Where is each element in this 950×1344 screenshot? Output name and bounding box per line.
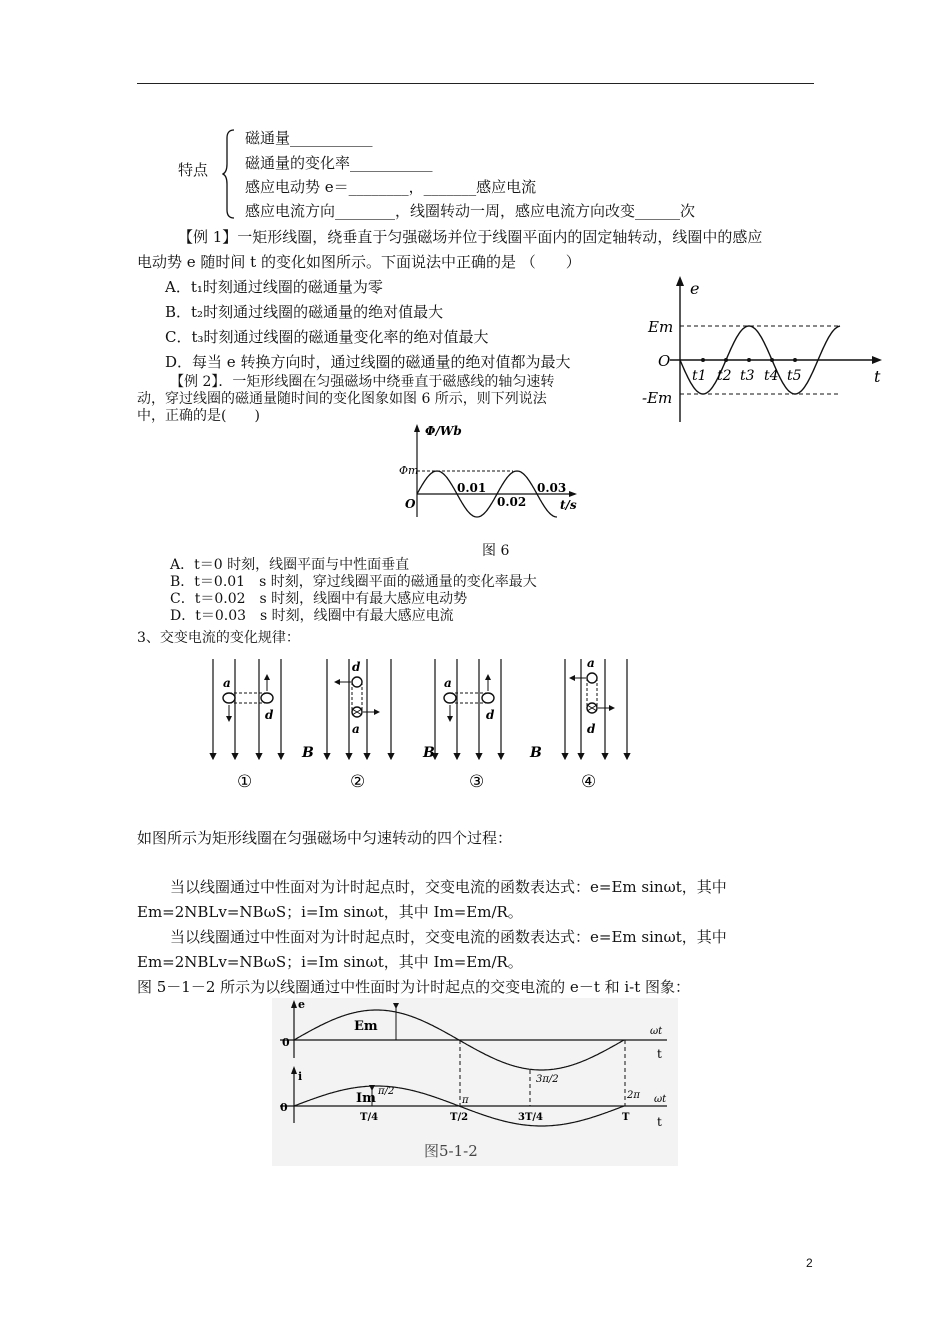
p3-a-label: a — [444, 676, 452, 690]
para1-line2: Em=2NBLv=NBωS；i=Im sinωt，其中 Im=Em/R。 — [137, 903, 523, 921]
origin-label: O — [658, 352, 671, 370]
t1-label: t1 — [692, 368, 707, 384]
example1-option-c: C．t₃时刻通过线圈的磁通量变化率的绝对值最大 — [165, 328, 489, 346]
fig512-graph — [272, 998, 678, 1166]
b-label-1: B — [302, 745, 314, 761]
section3-heading: 3、交变电流的变化规律： — [137, 630, 300, 646]
phi-axis-label: Φ/Wb — [425, 424, 462, 438]
figure6-caption: 图 6 — [482, 543, 510, 559]
em-label: Em — [648, 318, 674, 336]
p1-d-label: d — [265, 708, 274, 722]
fig-im-label: Im — [356, 1091, 376, 1106]
example2-option-d: D．t＝0.03 s 时刻，线圈中有最大感应电流 — [170, 608, 454, 624]
para1-line1: 当以线圈通过中性面对为计时起点时，交变电流的函数表达式：e=Em sinωt，其中 — [170, 878, 727, 896]
process-label-3: ③ — [469, 772, 485, 792]
example2-option-b: B．t＝0.01 s 时刻，穿过线圈平面的磁通量的变化率最大 — [170, 574, 537, 590]
fig-wt-axis-bottom: ωt — [654, 1094, 667, 1105]
fig-2pi-label: 2π — [627, 1090, 640, 1101]
fig-pi-label: π — [462, 1095, 469, 1106]
example1-line2: 电动势 e 随时间 t 的变化如图所示。下面说法中正确的是 （ ） — [137, 253, 581, 271]
para2-line1: 当以线圈通过中性面对为计时起点时，交变电流的函数表达式：e=Em sinωt，其中 — [170, 928, 727, 946]
process-label-2: ② — [350, 772, 366, 792]
fig-t-axis-top: t — [657, 1047, 662, 1061]
fig-pi2-label: π/2 — [378, 1086, 395, 1097]
tick-003: 0.03 — [537, 481, 567, 495]
fig-t4-label: T/4 — [360, 1112, 379, 1123]
p4-d-label: d — [587, 722, 596, 736]
fig-t-label: T — [622, 1112, 630, 1123]
t4-label: t4 — [764, 368, 779, 384]
feature-line-4: 感应电流方向________，线圈转动一周，感应电流方向改变______次 — [245, 202, 696, 220]
e-axis-label: e — [690, 279, 700, 298]
phi-m-label: Φm — [399, 464, 419, 477]
header-rule — [137, 83, 814, 84]
fig-i-axis: i — [298, 1070, 303, 1083]
p3-d-label: d — [486, 708, 495, 722]
para2-line2: Em=2NBLv=NBωS；i=Im sinωt，其中 Im=Em/R。 — [137, 953, 523, 971]
example1-option-a: A．t₁时刻通过线圈的磁通量为零 — [165, 278, 383, 296]
fig-3pi2-label: 3π/2 — [536, 1074, 559, 1085]
fig-e-axis: e — [298, 998, 305, 1011]
b-label-2: B — [423, 745, 435, 761]
example2-line1: 【例 2】．一矩形线圈在匀强磁场中绕垂直于磁感线的轴匀速转 — [170, 374, 555, 390]
t-axis-label: t — [874, 367, 881, 386]
ts-axis-label: t/s — [560, 498, 577, 512]
process-label-1: ① — [237, 772, 253, 792]
brace-icon — [222, 128, 238, 220]
example2-line2: 动，穿过线圈的磁通量随时间的变化图象如图 6 所示，则下列说法 — [137, 391, 547, 407]
example1-emf-graph — [640, 272, 890, 427]
b-label-3: B — [530, 745, 542, 761]
fig-origin-i: 0 — [280, 1101, 288, 1114]
process-intro: 如图所示为矩形线圈在匀强磁场中匀速转动的四个过程： — [137, 829, 513, 847]
tick-002: 0.02 — [497, 495, 527, 509]
fig-3t4-label: 3T/4 — [518, 1112, 544, 1123]
p4-a-label: a — [587, 656, 595, 670]
fig-t-axis-bottom: t — [657, 1115, 662, 1129]
p2-a-label: a — [352, 722, 360, 736]
feature-line-1: 磁通量___________ — [245, 129, 373, 147]
example2-option-a: A．t＝0 时刻，线圈平面与中性面垂直 — [170, 557, 410, 573]
fig-origin-e: 0 — [282, 1036, 290, 1049]
example2-option-c: C．t＝0.02 s 时刻，线圈中有最大感应电动势 — [170, 591, 468, 607]
flux-origin-label: O — [405, 497, 416, 511]
fig-wt-axis-top: ωt — [650, 1026, 663, 1037]
features-label: 特点 — [178, 161, 209, 179]
p2-d-label: d — [352, 660, 361, 674]
neg-em-label: -Em — [642, 389, 673, 407]
fig-em-label: Em — [354, 1019, 378, 1034]
fig-t2-label: T/2 — [450, 1112, 469, 1123]
example2-flux-graph — [385, 422, 595, 522]
example1-option-b: B．t₂时刻通过线圈的磁通量的绝对值最大 — [165, 303, 444, 321]
tick-001: 0.01 — [457, 481, 487, 495]
example1-option-d: D．每当 e 转换方向时，通过线圈的磁通量的绝对值都为最大 — [165, 353, 571, 371]
page-number: 2 — [806, 1256, 813, 1270]
feature-line-2: 磁通量的变化率___________ — [245, 154, 433, 172]
t3-label: t3 — [740, 368, 755, 384]
process-label-4: ④ — [581, 772, 597, 792]
fig512-caption: 图5-1-2 — [424, 1142, 478, 1160]
t5-label: t5 — [787, 368, 802, 384]
example1-line1: 【例 1】一矩形线圈，绕垂直于匀强磁场并位于线圈平面内的固定轴转动，线圈中的感应 — [178, 228, 763, 246]
feature-line-3: 感应电动势 e＝________，_______感应电流 — [245, 178, 537, 196]
t2-label: t2 — [717, 368, 732, 384]
coil-rotation-figure — [195, 655, 645, 795]
example2-line3: 中，正确的是( ) — [137, 408, 260, 424]
fig512-intro: 图 5－1－2 所示为以线圈通过中性面时为计时起点的交变电流的 e－t 和 i-t 图象： — [137, 978, 691, 996]
p1-a-label: a — [223, 676, 231, 690]
